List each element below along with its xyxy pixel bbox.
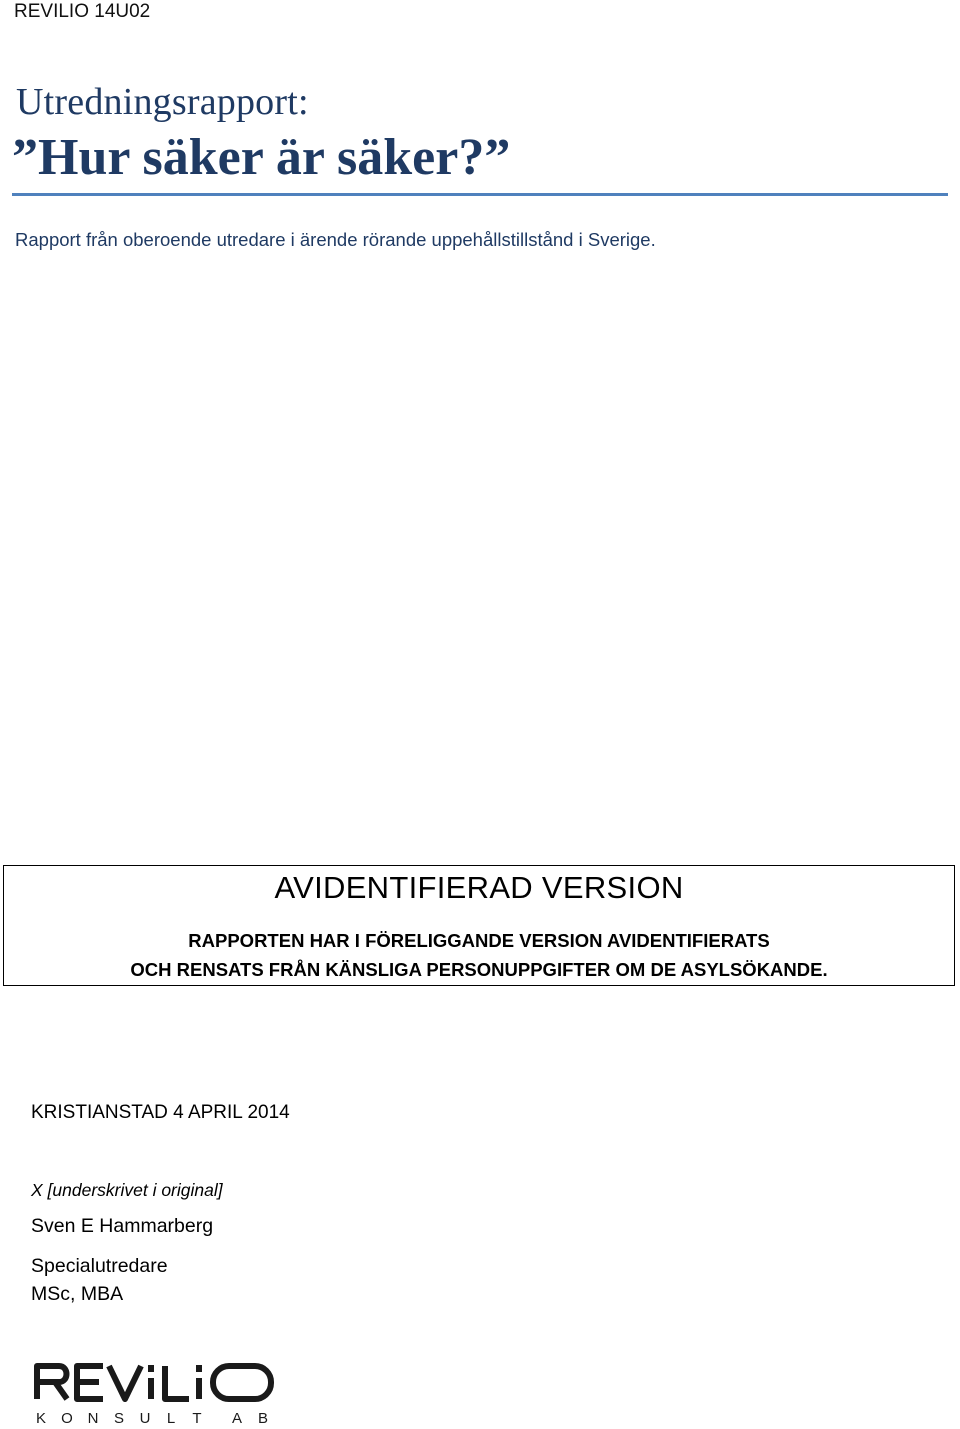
notice-heading: AVIDENTIFIERAD VERSION: [274, 870, 684, 905]
report-subtitle: Rapport från oberoende utredare i ärende rörande uppehållstillstånd i Sverige.: [15, 229, 656, 250]
notice-text-line-1: RAPPORTEN HAR I FÖRELIGGANDE VERSION AVIDENTIFIERATS: [188, 930, 770, 951]
signer-name: Sven E Hammarberg: [31, 1215, 214, 1237]
svg-text:S: S: [113, 1410, 125, 1426]
svg-text:U: U: [139, 1410, 151, 1426]
signature-line: X [underskrivet i original]: [31, 1180, 223, 1200]
report-type-title: Utredningsrapport:: [16, 81, 309, 123]
document-code: REVILIO 14U02: [14, 1, 151, 22]
svg-text:O: O: [61, 1410, 73, 1426]
signer-degree: MSc, MBA: [31, 1283, 124, 1305]
title-divider: [12, 193, 948, 196]
svg-text:B: B: [257, 1410, 269, 1426]
svg-text:L: L: [166, 1410, 176, 1426]
place-and-date: KRISTIANSTAD 4 APRIL 2014: [31, 1102, 290, 1123]
revilio-logo: [33, 1358, 278, 1426]
svg-text:T: T: [192, 1410, 202, 1426]
notice-text-line-2: OCH RENSATS FRÅN KÄNSLIGA PERSONUPPGIFTER OM DE ASYLSÖKANDE.: [130, 959, 828, 980]
report-main-title: ”Hur säker är säker?”: [12, 129, 511, 186]
svg-text:A: A: [231, 1410, 243, 1426]
signer-role: Specialutredare: [31, 1255, 168, 1277]
svg-text:K: K: [35, 1410, 47, 1426]
anonymized-notice-box: [3, 865, 955, 986]
svg-text:N: N: [87, 1410, 99, 1426]
